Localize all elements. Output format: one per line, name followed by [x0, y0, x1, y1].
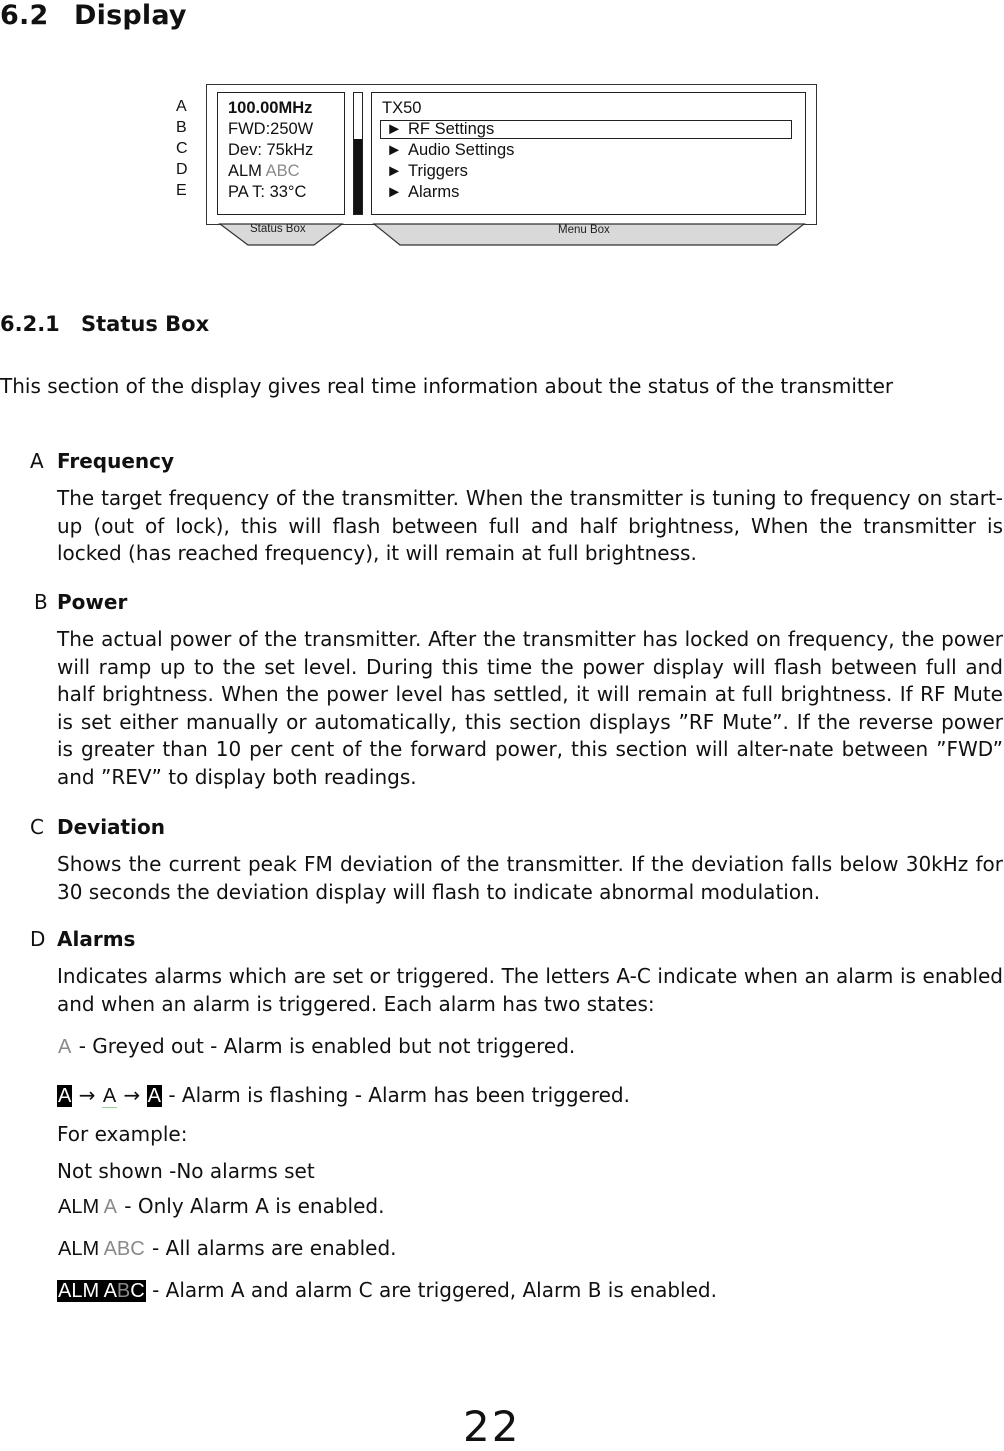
- example-heading: For example:: [57, 1122, 188, 1146]
- item-text-alarms: Indicates alarms which are set or triggered. The letters A-C indicate when an alarm is enabled and when an alarm is triggered. Each alarm has two states:: [57, 964, 1003, 1016]
- row-letter-b: B: [176, 119, 187, 136]
- greyed-alarm-text: - Greyed out - Alarm is enabled but not triggered.: [72, 1034, 576, 1058]
- item-letter-a: A: [30, 449, 44, 473]
- intro-text: This section of the display gives real time information about the status of the transmitter: [0, 374, 894, 398]
- alarm-letter-b: B: [116, 1280, 131, 1302]
- item-letter-b: B: [34, 590, 48, 614]
- display-diagram: [176, 84, 821, 250]
- example-three-text: - Alarm A and alarm C are triggered, Alarm B is enabled.: [145, 1278, 717, 1302]
- alarm-letters: ABC: [103, 1238, 145, 1260]
- row-letter-d: D: [176, 161, 188, 178]
- status-deviation: Dev: 75kHz: [228, 141, 314, 159]
- flashing-alarm-chip-on: A: [147, 1085, 161, 1107]
- section-number: 6.2: [0, 0, 49, 31]
- alarm-state-flashing: [57, 1083, 630, 1108]
- item-letter-d: D: [30, 927, 46, 951]
- alarm-letter-c: C: [130, 1280, 145, 1302]
- arrow-icon: →: [78, 1083, 96, 1107]
- alm-label: ALM: [58, 1196, 100, 1218]
- menu-item-label: RF Settings: [408, 120, 495, 138]
- menu-arrow-icon: ►: [386, 141, 403, 159]
- row-letter-c: C: [176, 140, 188, 157]
- flashing-alarm-chip-on: A: [58, 1085, 72, 1107]
- status-frequency: 100.00MHz: [228, 99, 313, 117]
- menu-item-label: Audio Settings: [408, 141, 515, 159]
- example-one-text: - Only Alarm A is enabled.: [117, 1194, 385, 1218]
- arrow-icon: →: [123, 1083, 141, 1107]
- greyed-alarm-chip: A: [58, 1036, 72, 1058]
- status-power: FWD:250W: [228, 120, 314, 138]
- menu-arrow-icon: ►: [386, 120, 403, 138]
- alarm-state-greyed: [57, 1034, 575, 1058]
- example-three-chip: [57, 1280, 146, 1302]
- alarm-letter-a: A: [103, 1280, 117, 1302]
- page-number: 22: [463, 1402, 521, 1451]
- menu-arrow-icon: ►: [386, 162, 403, 180]
- item-letter-c: C: [30, 815, 44, 839]
- section-title: Display: [74, 0, 187, 31]
- status-pa-temp: PA T: 33°C: [228, 183, 307, 201]
- row-letter-a: A: [176, 98, 187, 115]
- alarm-prefix: ALM: [228, 162, 262, 180]
- menu-title: TX50: [382, 99, 422, 117]
- menu-arrow-icon: ►: [386, 183, 403, 201]
- item-text-frequency: The target frequency of the transmitter. When the transmitter is tuning to frequency on start-up (out of lock), this will flash between full and half brightness, When the transmitter is locked (has reached frequency), it will remain at full brightness.: [57, 486, 1003, 565]
- row-letter-e: E: [176, 182, 187, 199]
- subsection-title: Status Box: [81, 312, 210, 336]
- menu-item-label: Triggers: [408, 162, 468, 180]
- subsection-number: 6.2.1: [0, 312, 60, 336]
- subsection-heading: [0, 312, 209, 336]
- example-none: Not shown -No alarms set: [57, 1159, 315, 1183]
- menu-box-label: Menu Box: [558, 224, 610, 236]
- example-two-chip: [57, 1238, 146, 1260]
- status-box-label: Status Box: [250, 223, 306, 235]
- alarm-letter: A: [103, 1196, 117, 1218]
- alm-label: ALM: [58, 1238, 100, 1260]
- item-text-power: The actual power of the transmitter. After the transmitter has locked on frequency, the power will ramp up to the set level. During this time the power display will flash between full and half brightness. When the power level has settled, it will remain at full brightness. If RF Mute is set either manually or automatically, this section displays ”RF Mute”. If the reverse power is greater than 10 per cent of the forward power, this section will alter-nate between ”FWD” and ”REV” to display both readings.: [57, 627, 1003, 789]
- item-text-deviation: Shows the current peak FM deviation of the transmitter. If the deviation falls below 30kHz for 30 seconds the deviation display will flash to indicate abnormal modulation.: [57, 852, 1003, 904]
- example-one: [57, 1194, 384, 1218]
- example-three: [57, 1278, 717, 1302]
- example-two: [57, 1236, 397, 1260]
- flashing-alarm-text: - Alarm is flashing - Alarm has been triggered.: [162, 1083, 630, 1107]
- flashing-alarm-chip-off: A: [102, 1085, 117, 1107]
- item-title-frequency: Frequency: [57, 449, 175, 473]
- section-heading: [0, 0, 187, 31]
- item-title-deviation: Deviation: [57, 815, 165, 839]
- item-title-alarms: Alarms: [57, 927, 136, 951]
- alm-label: ALM: [58, 1280, 100, 1302]
- item-title-power: Power: [57, 590, 128, 614]
- alarm-letters: ABC: [265, 162, 300, 180]
- example-one-chip: [57, 1196, 118, 1218]
- menu-item-label: Alarms: [408, 183, 460, 201]
- example-two-text: - All alarms are enabled.: [145, 1236, 397, 1260]
